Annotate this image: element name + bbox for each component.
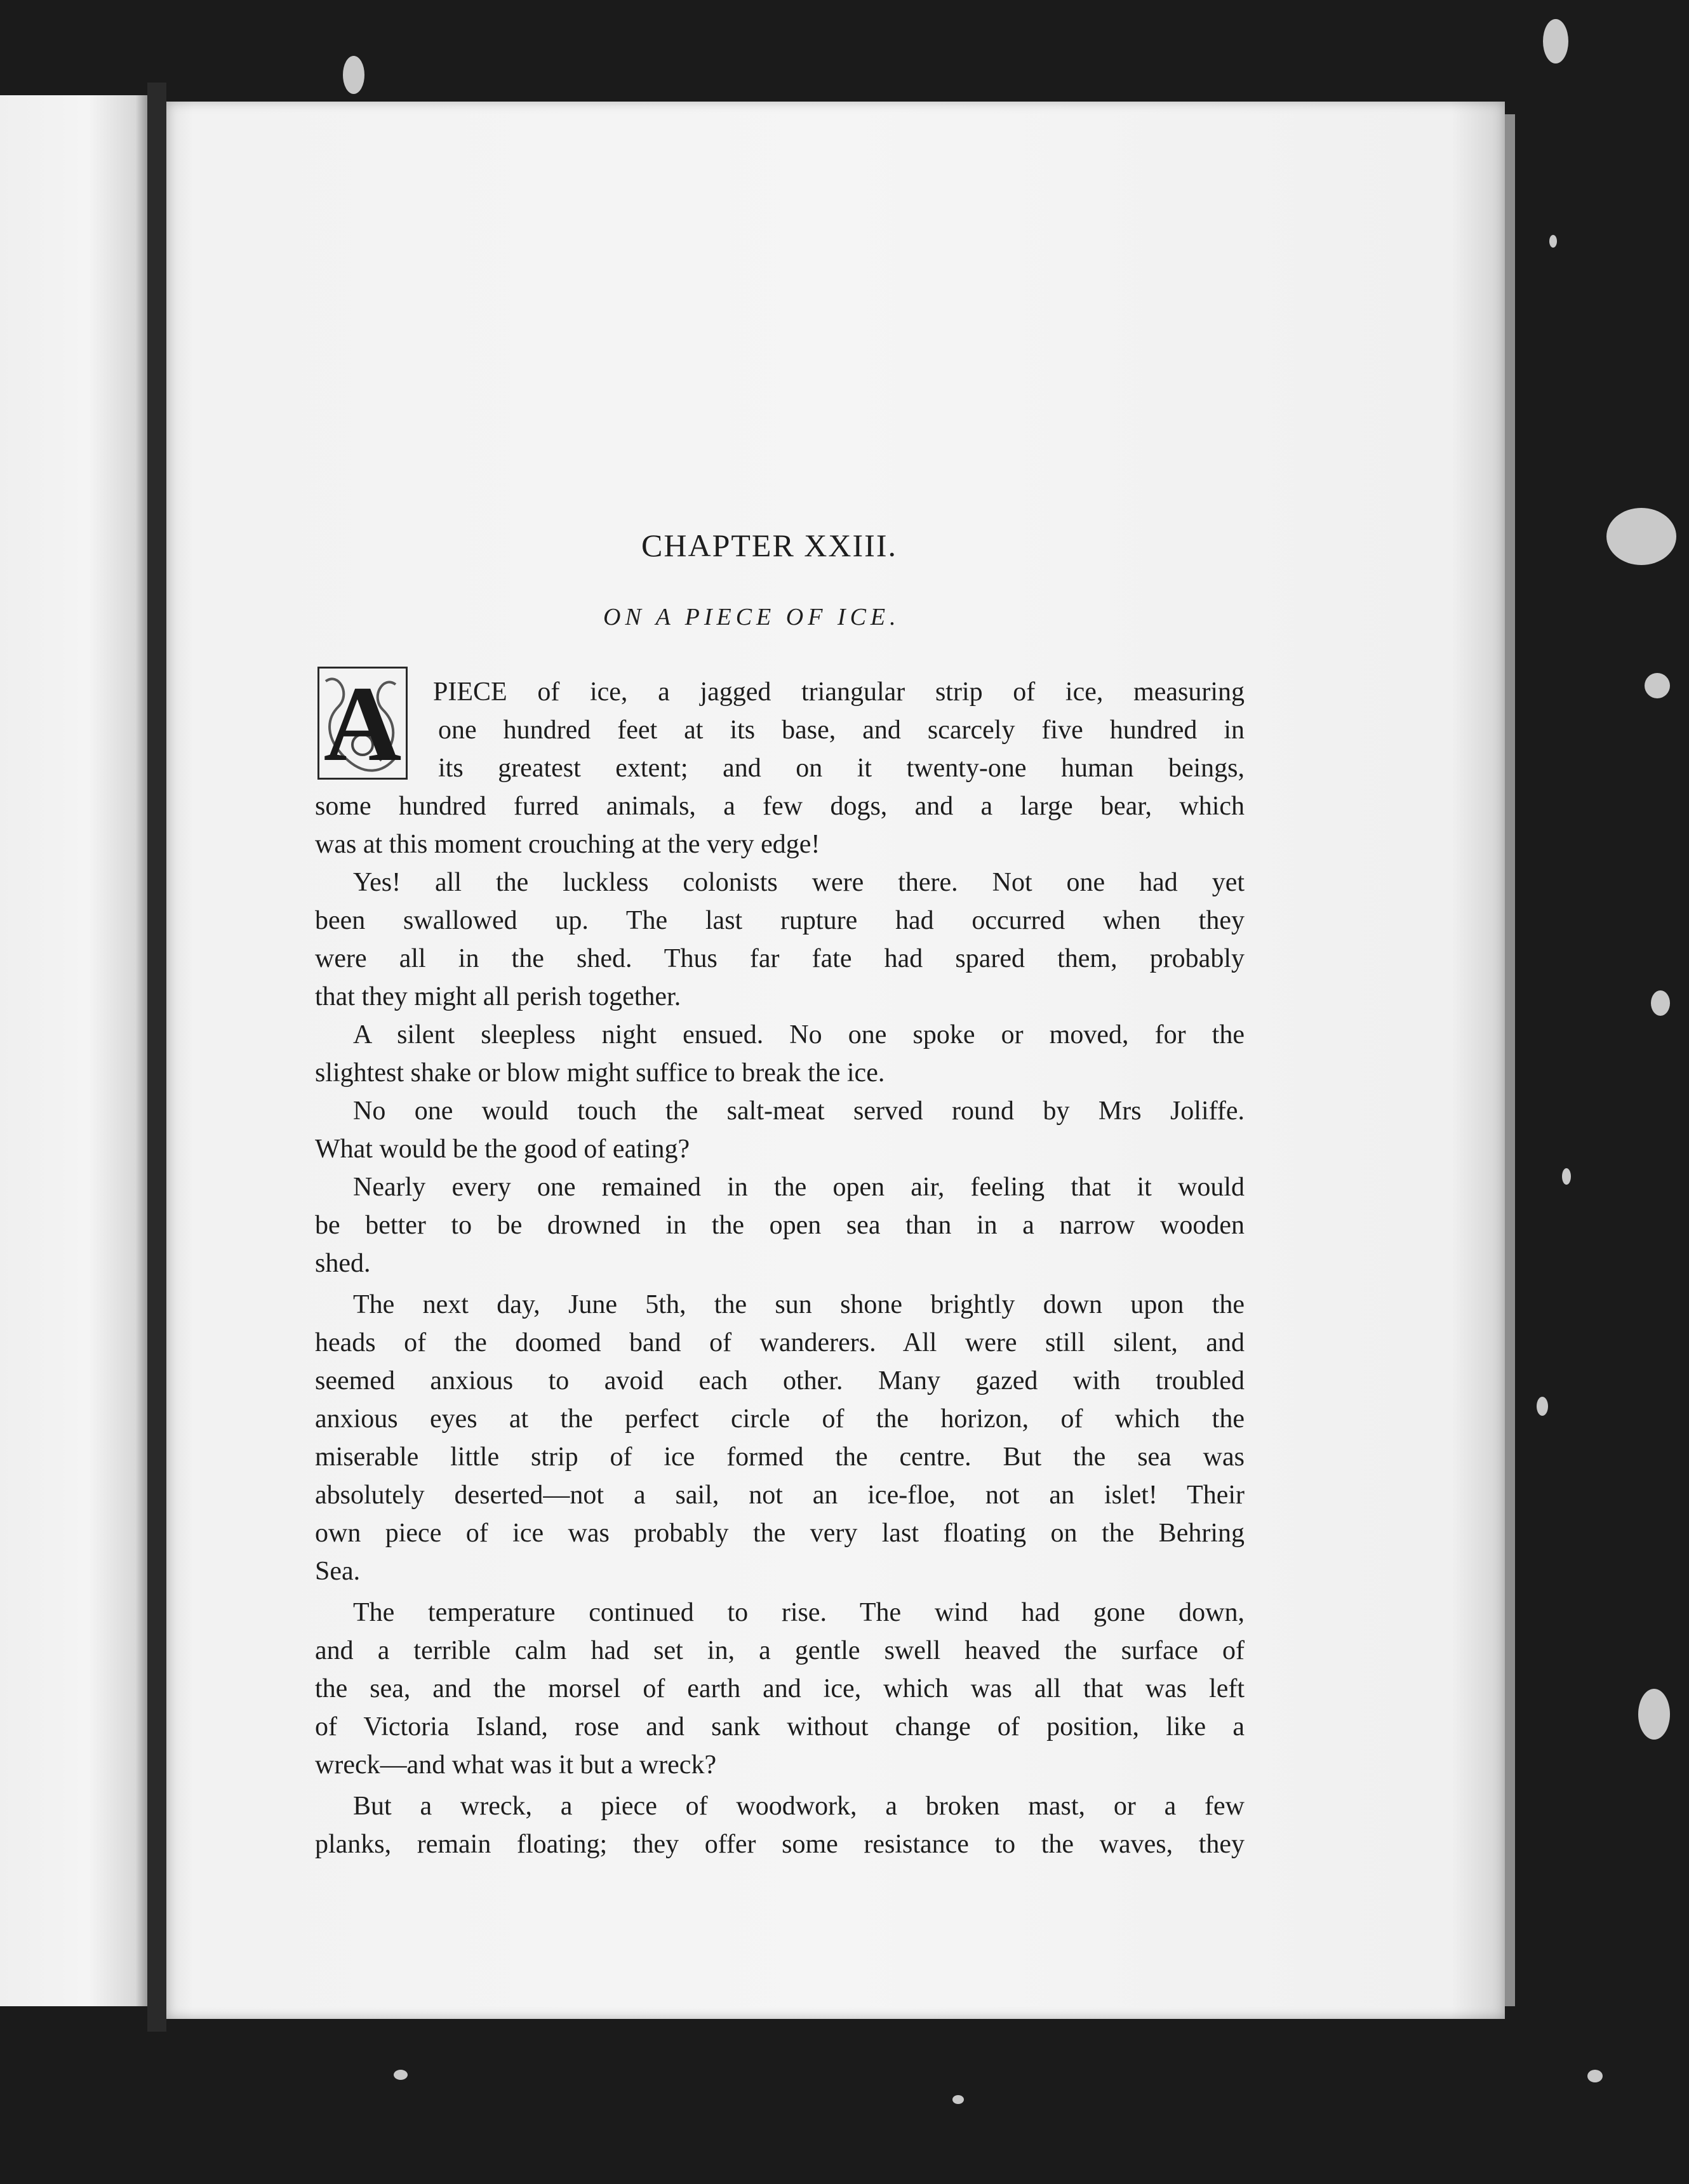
dust-speck: [1543, 19, 1568, 63]
book-gutter: [147, 83, 166, 2032]
text-line: The temperature continued to rise. The wind had gone down,: [353, 1598, 1245, 1627]
text-line: seemed anxious to avoid each other. Many gazed with troubled: [315, 1366, 1245, 1395]
chapter-title: CHAPTER XXIII.: [641, 528, 897, 563]
text-line: absolutely deserted—not a sail, not an ice-floe, not an islet! Their: [315, 1481, 1245, 1510]
text-line: Nearly every one remained in the open air, feeling that it would: [353, 1173, 1245, 1202]
text-line: were all in the shed. Thus far fate had spared them, probably: [315, 944, 1245, 973]
text-line: The next day, June 5th, the sun shone brightly down upon the: [353, 1290, 1245, 1319]
text-line: What would be the good of eating?: [315, 1135, 690, 1164]
dust-speck: [1587, 2070, 1603, 2082]
dust-speck: [1606, 508, 1676, 565]
dust-speck: [343, 56, 364, 94]
text-line: shed.: [315, 1249, 371, 1278]
text-line: be better to be drowned in the open sea than in a narrow wooden: [315, 1211, 1245, 1240]
page-edge: [1505, 114, 1515, 2006]
text-line: that they might all perish together.: [315, 982, 681, 1011]
text-line: A silent sleepless night ensued. No one spoke or moved, for the: [353, 1020, 1245, 1049]
text-line: the sea, and the morsel of earth and ice, which was all that was left: [315, 1674, 1245, 1703]
text-line: wreck—and what was it but a wreck?: [315, 1750, 717, 1780]
text-line: its greatest extent; and on it twenty-one human beings,: [438, 754, 1245, 783]
dust-speck: [1537, 1397, 1548, 1416]
text-line: and a terrible calm had set in, a gentle swell heaved the surface of: [315, 1636, 1245, 1665]
text-line: PIECE of ice, a jagged triangular strip of ice, measuring: [433, 677, 1245, 707]
text-line: heads of the doomed band of wanderers. All were still silent, and: [315, 1328, 1245, 1357]
text-line: own piece of ice was probably the very last floating on the Behring: [315, 1519, 1245, 1548]
text-line: of Victoria Island, rose and sank without change of position, like a: [315, 1712, 1245, 1741]
facing-page: [0, 95, 147, 2006]
dust-speck: [1651, 990, 1670, 1016]
dust-speck: [1638, 1689, 1670, 1740]
text-line: one hundred feet at its base, and scarcely five hundred in: [438, 716, 1245, 745]
chapter-subtitle: ON A PIECE OF ICE.: [603, 604, 900, 630]
text-line: No one would touch the salt-meat served round by Mrs Joliffe.: [353, 1096, 1245, 1126]
text-line: But a wreck, a piece of woodwork, a broken mast, or a few: [353, 1792, 1245, 1821]
text-line: Yes! all the luckless colonists were there. Not one had yet: [353, 868, 1245, 897]
dust-speck: [1549, 235, 1557, 248]
text-line: some hundred furred animals, a few dogs, and a large bear, which: [315, 792, 1245, 821]
dust-speck: [952, 2095, 964, 2104]
dust-speck: [394, 2070, 408, 2080]
text-line: was at this moment crouching at the very edge!: [315, 830, 820, 859]
text-line: slightest shake or blow might suffice to break the ice.: [315, 1058, 885, 1088]
drop-cap: [317, 664, 408, 783]
text-line: anxious eyes at the perfect circle of the horizon, of which the: [315, 1404, 1245, 1434]
text-line: been swallowed up. The last rupture had occurred when they: [315, 906, 1245, 935]
text-line: planks, remain floating; they offer some resistance to the waves, they: [315, 1830, 1245, 1859]
dust-speck: [1562, 1168, 1571, 1185]
drop-cap-letter: A: [323, 664, 402, 783]
text-line: miserable little strip of ice formed the centre. But the sea was: [315, 1442, 1245, 1472]
dust-speck: [1645, 673, 1670, 698]
text-line: Sea.: [315, 1557, 361, 1586]
